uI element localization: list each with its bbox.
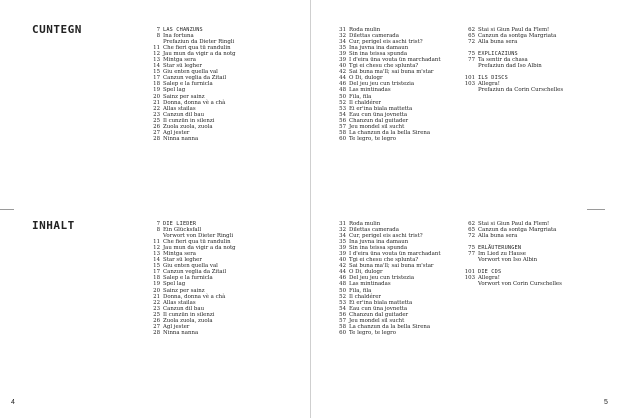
- toc-entry-title: I d'eira üna vouta ün marchadant: [349, 251, 441, 258]
- toc-page-number: 40: [339, 63, 346, 70]
- toc-entry-title: Im Lied zu Hause: [478, 251, 526, 258]
- toc-entry-title: Del jeu jeu cun tristezia: [349, 81, 415, 88]
- toc-page-number: 46: [339, 81, 346, 88]
- toc-page-number: 77: [468, 251, 475, 258]
- toc-page-number: 32: [339, 227, 346, 234]
- toc-page-number: 56: [339, 117, 346, 124]
- toc-german-column-3: [464, 221, 562, 288]
- toc-section-title: LAS CHANZUNS: [163, 27, 203, 33]
- toc-entry-title: Allas stailas: [163, 105, 196, 112]
- page-number-right: 5: [604, 399, 608, 406]
- toc-page-number: 14: [153, 63, 160, 70]
- toc-page-number: 20: [153, 287, 160, 294]
- toc-page-number: 34: [339, 233, 346, 240]
- toc-entry-title: Sainz per sainz: [163, 287, 205, 294]
- toc-page-number: 101: [464, 75, 475, 82]
- toc-german-column-2: [335, 221, 441, 336]
- toc-entry-title: Mintga sera: [163, 57, 197, 64]
- toc-subtitle: Prefaziun da Dieter Ringli: [163, 39, 235, 46]
- toc-entry-title: Canzun da sontga Margriata: [478, 227, 557, 234]
- toc-entry-title: Jau mun da vigir a da notg: [163, 51, 236, 58]
- toc-entry-title: Chanzun dal guitader: [349, 311, 409, 318]
- toc-page-number: 31: [339, 221, 346, 227]
- toc-page-number: 22: [153, 105, 160, 112]
- toc-page-number: 57: [339, 123, 346, 130]
- right-page: [311, 0, 621, 418]
- toc-page-number: 31: [339, 27, 346, 33]
- toc-page-number: 11: [153, 239, 160, 246]
- toc-page-number: 18: [153, 275, 160, 282]
- toc-entry-title: I d'eira üna vouta ün marchadant: [349, 57, 441, 64]
- toc-page-number: 7: [156, 221, 160, 227]
- toc-entry-title: Giu enten quella val: [163, 263, 218, 270]
- toc-page-number: 42: [339, 69, 346, 76]
- divider-rule-left: [0, 209, 14, 210]
- toc-page-number: 39: [339, 251, 346, 258]
- toc-entry-title: Te legro, te legro: [349, 135, 396, 142]
- divider-rule-right: [587, 209, 605, 210]
- toc-entry-title: Il cunzün in silenzi: [163, 311, 215, 318]
- toc-entry-title: Ninna nanna: [163, 329, 199, 336]
- toc-section-title: ILS DISCS: [478, 75, 508, 82]
- toc-page-number: 19: [153, 87, 160, 94]
- toc-entry-title: Dilettas camerada: [349, 227, 399, 234]
- toc-page-number: 21: [153, 99, 160, 106]
- toc-page-number: 7: [156, 27, 160, 33]
- toc-entry-row: [149, 330, 236, 336]
- left-page: [0, 0, 310, 418]
- toc-page-number: 22: [153, 299, 160, 306]
- toc-page-number: 42: [339, 263, 346, 270]
- toc-entry-title: Sai buna ma'll; sai buna m'star: [349, 263, 434, 270]
- toc-page-number: 14: [153, 257, 160, 264]
- toc-page-number: 58: [339, 323, 346, 330]
- toc-section-title: EXPLICAZIUNS: [478, 51, 518, 58]
- toc-entry-title: Ina juvna ina damaun: [349, 45, 409, 52]
- toc-page-number: 72: [468, 39, 475, 46]
- toc-page-number: 17: [153, 269, 160, 276]
- toc-entry-title: Las mintinadas: [349, 87, 391, 94]
- toc-entry-row: [335, 136, 441, 142]
- toc-heading-romansh: CUNTEGN: [32, 23, 82, 36]
- toc-page-number: 52: [339, 99, 346, 106]
- toc-entry-title: Star sü legher: [163, 257, 202, 264]
- toc-page-number: 103: [464, 81, 475, 88]
- toc-page-number: 103: [464, 275, 475, 282]
- toc-entry-title: Ein Glücksfall: [163, 227, 202, 234]
- toc-romansh-column-1: [149, 27, 236, 142]
- toc-entry-title: Agl jester: [163, 323, 190, 330]
- toc-subtitle: Vorwort von Corin Curschelles: [478, 281, 562, 288]
- toc-page-number: 52: [339, 293, 346, 300]
- toc-entry-title: Canzun da sontga Margriata: [478, 33, 557, 40]
- toc-entry-title: Stai si Giun Paul da Flem!: [478, 221, 550, 227]
- toc-page-number: 23: [153, 305, 160, 312]
- toc-section-title: DIE CDS: [478, 269, 502, 276]
- toc-page-number: 101: [464, 269, 475, 276]
- toc-entry-title: Fila, fila: [349, 287, 372, 294]
- toc-entry-title: Salep e la furnicla: [163, 275, 213, 282]
- toc-page-number: 48: [339, 281, 346, 288]
- toc-page-number: 54: [339, 305, 346, 312]
- toc-page-number: 50: [339, 287, 346, 294]
- toc-page-number: 35: [339, 45, 346, 52]
- toc-page-number: 39: [339, 57, 346, 64]
- toc-entry-title: Cur, perigel eis aschi trist?: [349, 233, 423, 240]
- toc-entry-title: Dilettas camerada: [349, 33, 399, 40]
- toc-page-number: 65: [468, 33, 475, 40]
- toc-page-number: 15: [153, 69, 160, 76]
- toc-entry-title: Zuola zuola, zuola: [163, 123, 213, 130]
- toc-entry-title: Jeu mondel sil sucht: [349, 123, 405, 130]
- toc-page-number: 75: [468, 245, 475, 252]
- toc-subtitle-row: [464, 87, 563, 93]
- toc-page-number: 50: [339, 93, 346, 100]
- toc-page-number: 72: [468, 233, 475, 240]
- toc-entry-title: Giu enten quella val: [163, 69, 218, 76]
- toc-page-number: 27: [153, 323, 160, 330]
- toc-page-number: 26: [153, 317, 160, 324]
- toc-entry-title: Jeu mondel sil sucht: [349, 317, 405, 324]
- toc-page-number: 53: [339, 299, 346, 306]
- toc-page-number: 34: [339, 39, 346, 46]
- toc-german-column-1: [149, 221, 236, 336]
- toc-page-number: 28: [153, 329, 160, 336]
- toc-entry-title: Star sü legher: [163, 63, 202, 70]
- toc-entry-title: Che fieri qua tü randulin: [163, 239, 231, 246]
- toc-entry-title: Allegra!: [478, 81, 500, 88]
- toc-page-number: 13: [153, 251, 160, 258]
- toc-entry-title: Zuola zuola, zuola: [163, 317, 213, 324]
- toc-entry-title: Sin ina teissa spunda: [349, 245, 408, 252]
- toc-entry-title: Mintga sera: [163, 251, 197, 258]
- toc-page-number: 25: [153, 311, 160, 318]
- toc-entry-title: Donna, donna vè a chà: [163, 293, 226, 300]
- toc-subtitle: Vorwort von Iso Albin: [478, 257, 538, 264]
- toc-page-number: 75: [468, 51, 475, 58]
- toc-entry-title: Tgi ei chesu che splunta?: [349, 257, 419, 264]
- toc-page-number: 25: [153, 117, 160, 124]
- toc-entry-title: Il chaldérer: [349, 293, 381, 300]
- toc-page-number: 62: [468, 221, 475, 227]
- toc-entry-title: Roda mulin: [349, 221, 381, 227]
- toc-entry-title: Canzun dil bau: [163, 305, 205, 312]
- toc-entry-title: Salep e la furnicla: [163, 81, 213, 88]
- toc-entry-title: Stai si Giun Paul da Flem!: [478, 27, 550, 33]
- toc-entry-title: Donna, donna vè a chà: [163, 99, 226, 106]
- toc-page-number: 23: [153, 111, 160, 118]
- toc-page-number: 53: [339, 105, 346, 112]
- toc-entry-row: [335, 330, 441, 336]
- toc-entry-title: Roda mulin: [349, 27, 381, 33]
- toc-entry-title: Tgi ei chesu che splunta?: [349, 63, 419, 70]
- toc-entry-title: Che fieri qua tü randulin: [163, 45, 231, 52]
- toc-romansh-column-3: [464, 27, 563, 94]
- toc-entry-title: Las mintinadas: [349, 281, 391, 288]
- toc-subtitle: Prefaziun dad Iso Albin: [478, 63, 542, 70]
- toc-page-number: 11: [153, 45, 160, 52]
- toc-entry-title: Ina juvna ina damaun: [349, 239, 409, 246]
- toc-entry-title: Del jeu jeu cun tristezia: [349, 275, 415, 282]
- toc-page-number: 19: [153, 281, 160, 288]
- toc-page-number: 44: [339, 75, 346, 82]
- toc-entry-title: La chanzun da la bella Sirena: [349, 323, 431, 330]
- toc-entry-title: Il chaldérer: [349, 99, 381, 106]
- toc-heading-german: INHALT: [32, 219, 75, 232]
- toc-section-title: DIE LIEDER: [163, 221, 197, 227]
- toc-page-number: 57: [339, 317, 346, 324]
- toc-entry-title: Spel lag: [163, 87, 186, 94]
- toc-entry-title: Ninna nanna: [163, 135, 199, 142]
- toc-entry-title: Ina fortuna: [163, 33, 194, 40]
- toc-entry-title: Ei er'ina biala mattetta: [349, 299, 413, 306]
- toc-page-number: 60: [339, 329, 346, 336]
- toc-page-number: 27: [153, 129, 160, 136]
- toc-entry-title: Sin ina teissa spunda: [349, 51, 408, 58]
- toc-entry-row: [149, 136, 236, 142]
- toc-entry-title: Sai buna ma'll; sai buna m'star: [349, 69, 434, 76]
- toc-entry-title: Agl jester: [163, 129, 190, 136]
- toc-page-number: 60: [339, 135, 346, 142]
- toc-page-number: 26: [153, 123, 160, 130]
- toc-page-number: 18: [153, 81, 160, 88]
- toc-page-number: 58: [339, 129, 346, 136]
- toc-page-number: 62: [468, 27, 475, 33]
- toc-section-title: ERLÄUTERUNGEN: [478, 245, 522, 252]
- toc-entry-title: Ei er'ina biala mattetta: [349, 105, 413, 112]
- toc-romansh-column-2: [335, 27, 441, 142]
- toc-entry-title: Allegra!: [478, 275, 500, 282]
- toc-page-number: 40: [339, 257, 346, 264]
- toc-entry-title: Cur, perigel eis aschi trist?: [349, 39, 423, 46]
- toc-entry-title: La chanzun da la bella Sirena: [349, 129, 431, 136]
- toc-page-number: 13: [153, 57, 160, 64]
- toc-page-number: 65: [468, 227, 475, 234]
- toc-page-number: 20: [153, 93, 160, 100]
- toc-page-number: 12: [153, 51, 160, 58]
- toc-entry-title: Chanzun dal guitader: [349, 117, 409, 124]
- toc-entry-title: Sainz per sainz: [163, 93, 205, 100]
- toc-entry-title: Il cunzün in silenzi: [163, 117, 215, 124]
- toc-subtitle: Prefaziun da Corin Curschelles: [478, 87, 564, 94]
- toc-entry-title: Jau mun da vigir a da notg: [163, 245, 236, 252]
- toc-subtitle: Vorwort von Dieter Ringli: [163, 233, 234, 240]
- toc-entry-title: Eau cun üna jovnetta: [349, 111, 408, 118]
- toc-entry-title: Allas stailas: [163, 299, 196, 306]
- toc-entry-title: O Di, dulogr: [349, 269, 383, 276]
- toc-entry-title: Te legro, te legro: [349, 329, 396, 336]
- toc-page-number: 48: [339, 87, 346, 94]
- toc-page-number: 35: [339, 239, 346, 246]
- toc-page-number: 21: [153, 293, 160, 300]
- toc-page-number: 39: [339, 245, 346, 252]
- toc-page-number: 28: [153, 135, 160, 142]
- page-number-left: 4: [11, 399, 15, 406]
- toc-page-number: 17: [153, 75, 160, 82]
- toc-entry-title: Canzun veglia da Zitail: [163, 269, 227, 276]
- toc-entry-title: Canzun veglia da Zitail: [163, 75, 227, 82]
- toc-page-number: 56: [339, 311, 346, 318]
- toc-page-number: 12: [153, 245, 160, 252]
- toc-page-number: 44: [339, 269, 346, 276]
- toc-entry-title: O Di, dulogr: [349, 75, 383, 82]
- toc-entry-title: Canzun dil bau: [163, 111, 205, 118]
- toc-page-number: 77: [468, 57, 475, 64]
- toc-page-number: 54: [339, 111, 346, 118]
- toc-page-number: 32: [339, 33, 346, 40]
- toc-entry-title: Spel lag: [163, 281, 186, 288]
- toc-subtitle-row: [464, 281, 562, 287]
- toc-page-number: 39: [339, 51, 346, 58]
- toc-page-number: 15: [153, 263, 160, 270]
- toc-entry-title: Alla buna sera: [478, 233, 518, 240]
- toc-page-number: 8: [156, 33, 160, 40]
- toc-entry-title: Eau cun üna jovnetta: [349, 305, 408, 312]
- toc-page-number: 8: [156, 227, 160, 234]
- toc-page-number: 46: [339, 275, 346, 282]
- toc-entry-title: Ta sentir da chasa: [478, 57, 528, 64]
- toc-entry-title: Alla buna sera: [478, 39, 518, 46]
- toc-entry-title: Fila, fila: [349, 93, 372, 100]
